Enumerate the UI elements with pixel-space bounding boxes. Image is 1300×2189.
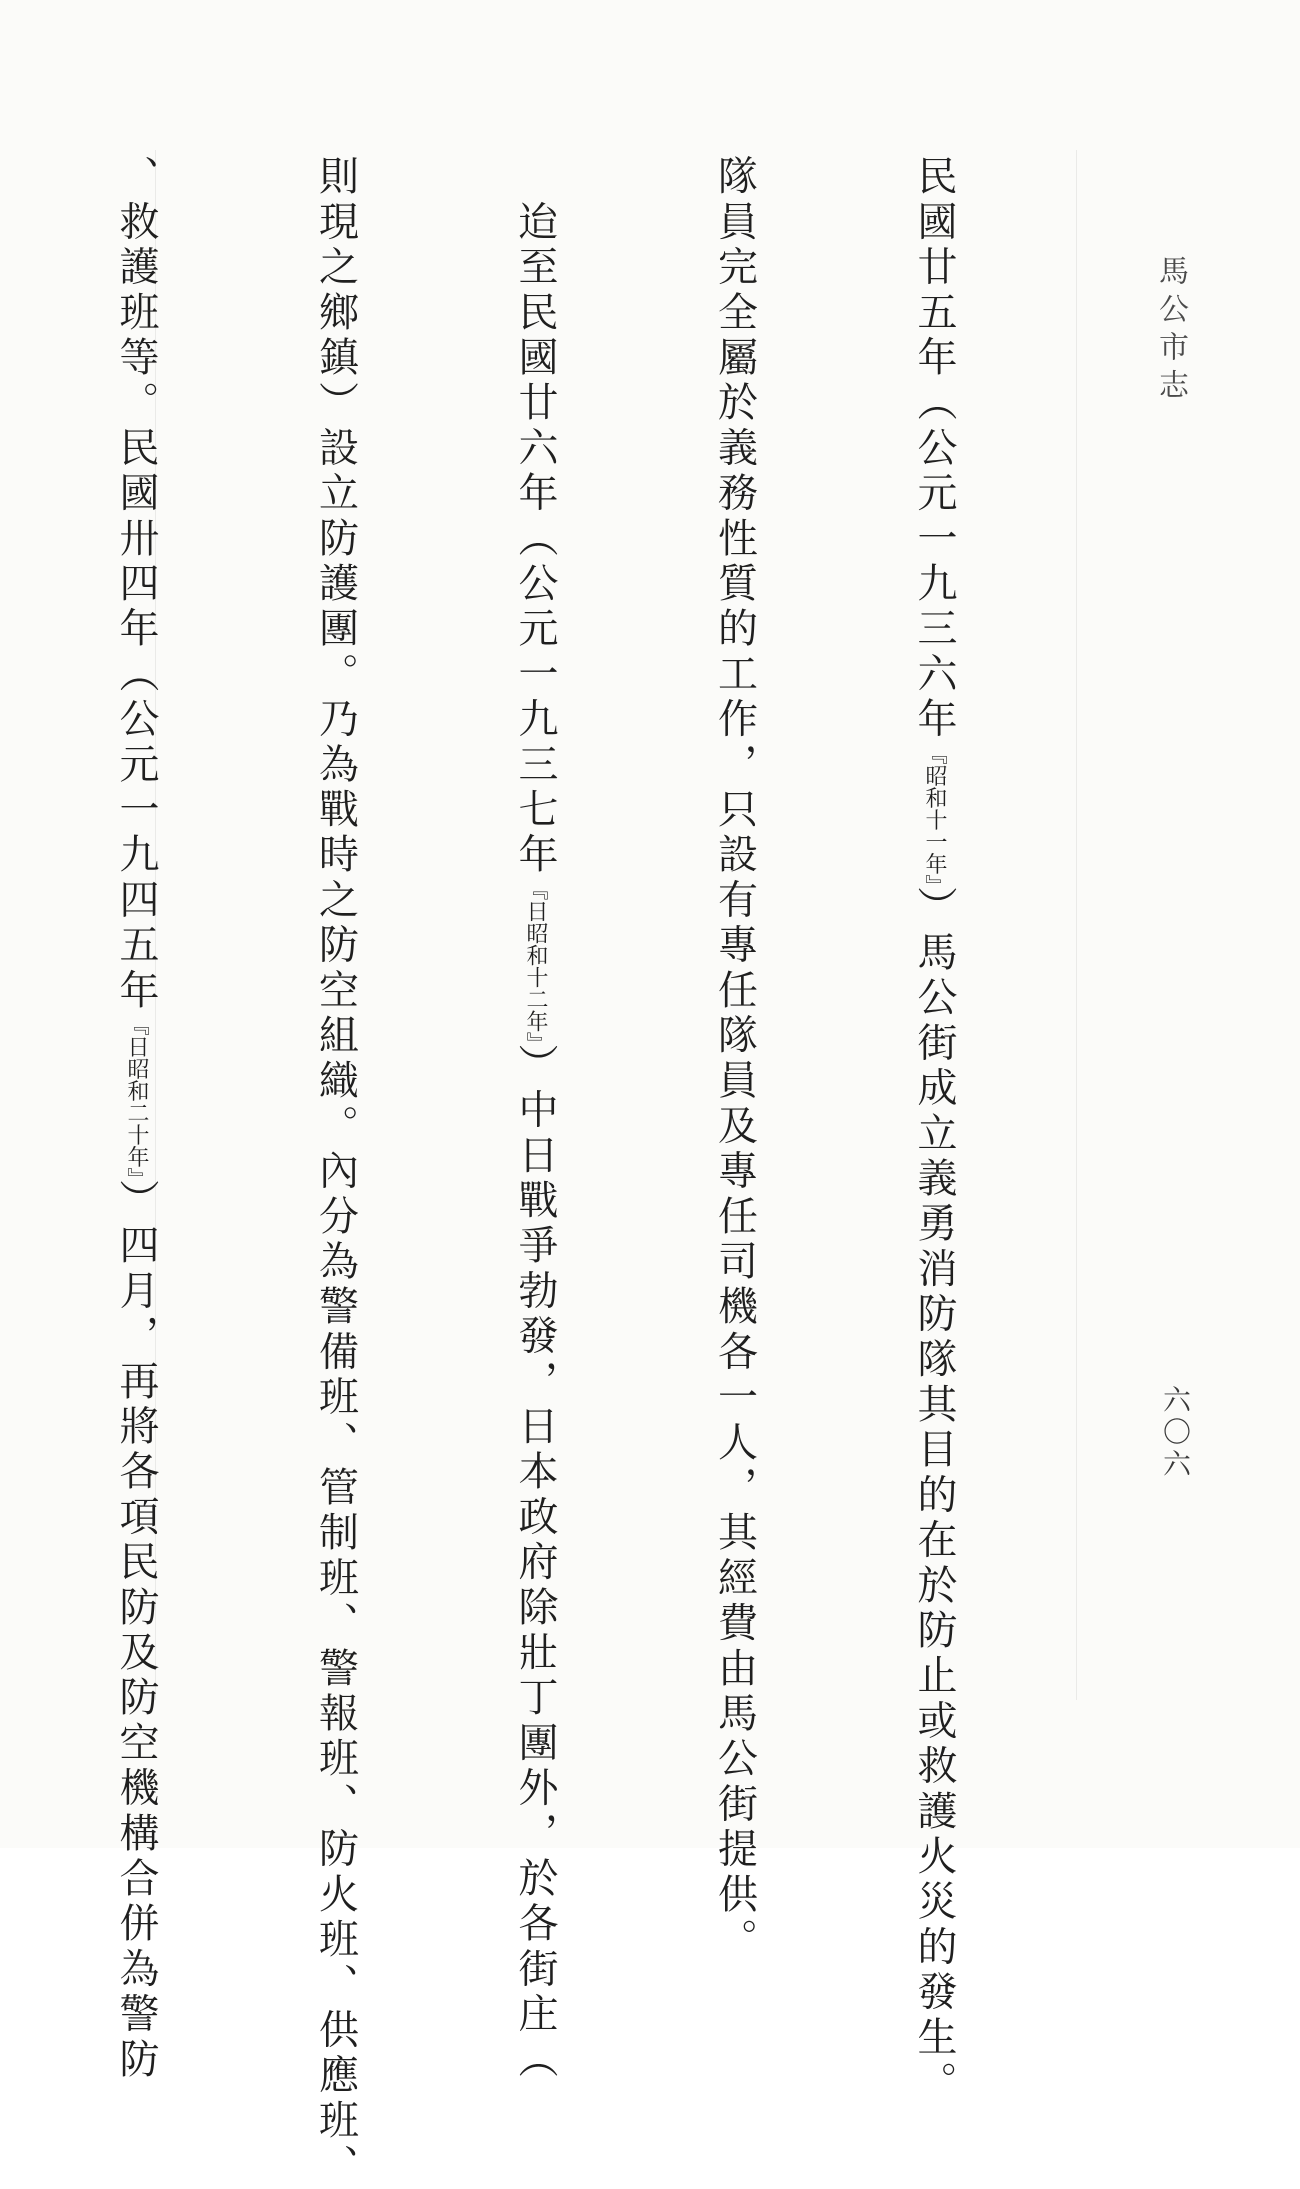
era-annotation: 『日昭和二十年』 [124,1013,149,1179]
era-annotation: 『昭和十一年』 [922,742,947,886]
text-column: 迨至民國廿六年（公元一九三七年『日昭和十二年』）中日戰爭勃發，日本政府除壯丁團外，於各街庄（ [512,155,558,2083]
text-column: 隊員完全屬於義務性質的工作，只設有專任隊員及專任司機各一人，其經費由馬公街提供。 [711,155,758,1963]
page-number: 六〇六 [1159,1385,1192,1481]
text-column: 、救護班等。民國卅四年（公元一九四五年『日昭和二十年』）四月，再將各項民防及防空機構合併為警防 [113,155,159,2083]
text-column: 民國廿五年（公元一九三六年『昭和十一年』）馬公街成立義勇消防隊其目的在於防止或救護火災的發生。 [911,155,957,2107]
text-column: 則現之鄉鎮）設立防護團。乃為戰時之防空組織。內分為警備班、管制班、警報班、防火班、供應班、 [312,155,359,2189]
era-annotation: 『日昭和十二年』 [523,878,548,1044]
body-text [113,155,1100,2189]
book-title: 馬公市志 [1153,255,1188,407]
